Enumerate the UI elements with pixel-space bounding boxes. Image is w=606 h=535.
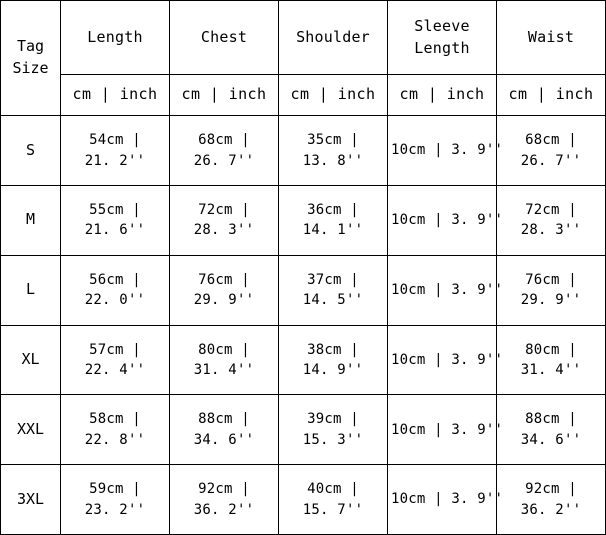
table-row xyxy=(1,395,606,465)
cell-l-sleeve-length xyxy=(388,255,504,325)
cell-line1: 92cm | xyxy=(525,481,577,498)
cell-s-length xyxy=(61,116,170,186)
cell-s-sleeve-length xyxy=(388,116,504,186)
cell-line2: 21. 2'' xyxy=(84,152,146,169)
cell-line1: 37cm | xyxy=(307,271,359,288)
cell-line2: 29. 9'' xyxy=(193,292,255,309)
cell-line2: 36. 2'' xyxy=(193,501,255,518)
cell-line1: 35cm | xyxy=(307,132,359,149)
cell-line1: 10cm | 3. 9'' xyxy=(391,421,504,438)
cell-line2: 23. 2'' xyxy=(84,501,146,518)
cell-line1: 55cm | xyxy=(89,202,141,219)
row-size-l: L xyxy=(1,255,61,325)
cell-line1: 68cm | xyxy=(198,132,250,149)
cell-line1: 76cm | xyxy=(525,271,577,288)
cell-line2: 14. 9'' xyxy=(302,361,364,378)
cell-line2: 22. 0'' xyxy=(84,292,146,309)
cell-line1: 80cm | xyxy=(525,341,577,358)
cell-xl-chest xyxy=(170,325,279,395)
cell-line1: 10cm | 3. 9'' xyxy=(391,142,504,159)
cell-3xl-chest xyxy=(170,465,279,535)
cell-line2: 28. 3'' xyxy=(520,222,582,239)
unit-header-waist: cm | inch xyxy=(497,75,606,116)
column-header-sleeve-length xyxy=(388,1,497,75)
tag-size-header xyxy=(1,1,61,116)
cell-line1: 72cm | xyxy=(525,202,577,219)
cell-line1: 10cm | 3. 9'' xyxy=(391,282,504,299)
cell-s-chest xyxy=(170,116,279,186)
row-size-xl: XL xyxy=(1,325,61,395)
column-header-sleeve-length-line2: Length xyxy=(414,38,470,57)
table-row xyxy=(1,185,606,255)
cell-line1: 56cm | xyxy=(89,271,141,288)
cell-line1: 10cm | 3. 9'' xyxy=(391,351,504,368)
cell-line1: 92cm | xyxy=(198,481,250,498)
cell-line2: 22. 4'' xyxy=(84,361,146,378)
cell-xl-shoulder xyxy=(279,325,388,395)
cell-line2: 13. 8'' xyxy=(302,152,364,169)
cell-xl-length xyxy=(61,325,170,395)
cell-line1: 88cm | xyxy=(525,411,577,428)
column-header-sleeve-length-line1: Sleeve xyxy=(414,16,470,35)
cell-line2: 31. 4'' xyxy=(520,361,582,378)
cell-line1: 72cm | xyxy=(198,202,250,219)
cell-xl-waist xyxy=(497,325,606,395)
row-size-m: M xyxy=(1,185,61,255)
cell-l-chest xyxy=(170,255,279,325)
cell-s-waist xyxy=(497,116,606,186)
cell-line1: 57cm | xyxy=(89,341,141,358)
cell-line2: 36. 2'' xyxy=(520,501,582,518)
column-header-waist: Waist xyxy=(497,1,606,75)
cell-line1: 10cm | 3. 9'' xyxy=(391,491,504,508)
table-row xyxy=(1,325,606,395)
cell-line1: 76cm | xyxy=(198,271,250,288)
cell-m-length xyxy=(61,185,170,255)
unit-header-chest: cm | inch xyxy=(170,75,279,116)
column-header-length: Length xyxy=(61,1,170,75)
cell-line1: 80cm | xyxy=(198,341,250,358)
cell-line2: 34. 6'' xyxy=(520,431,582,448)
cell-line2: 21. 6'' xyxy=(84,222,146,239)
cell-3xl-shoulder xyxy=(279,465,388,535)
cell-m-shoulder xyxy=(279,185,388,255)
cell-xxl-shoulder xyxy=(279,395,388,465)
cell-l-length xyxy=(61,255,170,325)
cell-line2: 14. 1'' xyxy=(302,222,364,239)
cell-line1: 58cm | xyxy=(89,411,141,428)
cell-xxl-length xyxy=(61,395,170,465)
unit-header-sleeve-length: cm | inch xyxy=(388,75,497,116)
cell-line1: 36cm | xyxy=(307,202,359,219)
table-unit-row xyxy=(1,75,606,116)
cell-line1: 68cm | xyxy=(525,132,577,149)
cell-line1: 10cm | 3. 9'' xyxy=(391,212,504,229)
cell-line2: 22. 8'' xyxy=(84,431,146,448)
cell-line2: 34. 6'' xyxy=(193,431,255,448)
cell-line1: 54cm | xyxy=(89,132,141,149)
cell-xxl-waist xyxy=(497,395,606,465)
table-header-row xyxy=(1,1,606,75)
unit-header-length: cm | inch xyxy=(61,75,170,116)
cell-line2: 26. 7'' xyxy=(193,152,255,169)
cell-line2: 15. 3'' xyxy=(302,431,364,448)
cell-line2: 29. 9'' xyxy=(520,292,582,309)
cell-l-shoulder xyxy=(279,255,388,325)
cell-m-waist xyxy=(497,185,606,255)
cell-line1: 40cm | xyxy=(307,481,359,498)
cell-m-chest xyxy=(170,185,279,255)
cell-xxl-sleeve-length xyxy=(388,395,504,465)
table-row xyxy=(1,255,606,325)
cell-3xl-length xyxy=(61,465,170,535)
cell-line2: 15. 7'' xyxy=(302,501,364,518)
cell-l-waist xyxy=(497,255,606,325)
cell-xl-sleeve-length xyxy=(388,325,504,395)
row-size-s: S xyxy=(1,116,61,186)
cell-s-shoulder xyxy=(279,116,388,186)
column-header-shoulder: Shoulder xyxy=(279,1,388,75)
cell-3xl-waist xyxy=(497,465,606,535)
cell-line1: 38cm | xyxy=(307,341,359,358)
table-row xyxy=(1,116,606,186)
cell-line2: 26. 7'' xyxy=(520,152,582,169)
table-row xyxy=(1,465,606,535)
column-header-chest: Chest xyxy=(170,1,279,75)
cell-line2: 31. 4'' xyxy=(193,361,255,378)
cell-3xl-sleeve-length xyxy=(388,465,504,535)
cell-line1: 39cm | xyxy=(307,411,359,428)
cell-m-sleeve-length xyxy=(388,185,504,255)
cell-line1: 59cm | xyxy=(89,481,141,498)
cell-line2: 14. 5'' xyxy=(302,292,364,309)
tag-size-header-line2: Size xyxy=(12,59,49,78)
unit-header-shoulder: cm | inch xyxy=(279,75,388,116)
cell-xxl-chest xyxy=(170,395,279,465)
cell-line2: 28. 3'' xyxy=(193,222,255,239)
tag-size-header-line1: Tag xyxy=(16,37,45,56)
row-size-3xl: 3XL xyxy=(1,465,61,535)
row-size-xxl: XXL xyxy=(1,395,61,465)
cell-line1: 88cm | xyxy=(198,411,250,428)
